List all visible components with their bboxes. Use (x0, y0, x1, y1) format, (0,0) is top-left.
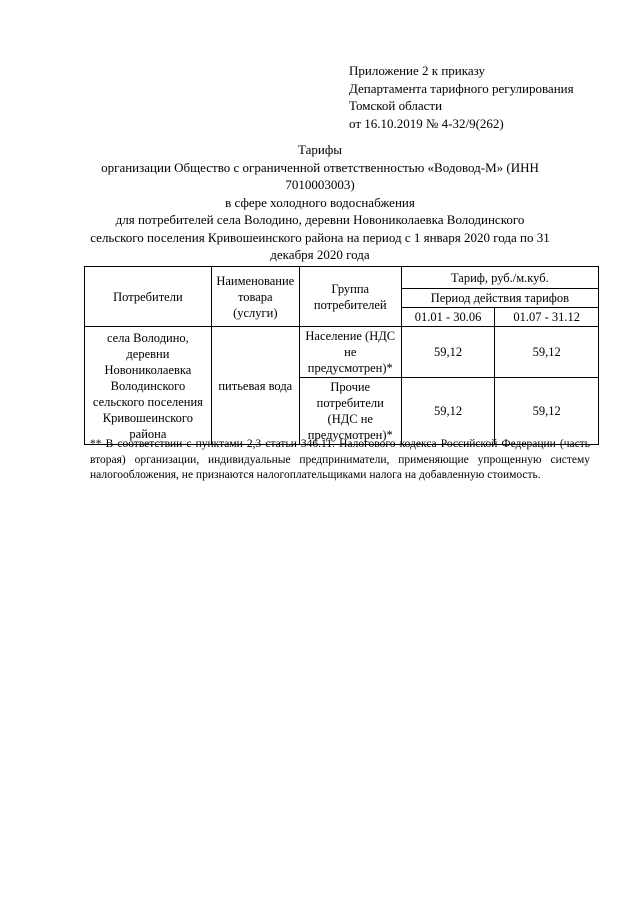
group-cell: Население (НДС не предусмотрен)* (299, 327, 401, 378)
tariff-cell: 59,12 (495, 327, 599, 378)
header-tariff: Тариф, руб./м.куб. (401, 267, 598, 289)
tariff-cell: 59,12 (495, 378, 599, 445)
organization-line: организации Общество с ограниченной ответственностью «Водовод-М» (ИНН (101, 159, 539, 175)
product-cell: питьевая вода (211, 327, 299, 445)
period-line: декабря 2020 года (270, 247, 370, 262)
tariff-cell: 59,12 (401, 327, 495, 378)
header-period-1: 01.01 - 30.06 (401, 308, 495, 327)
appendix-block (349, 62, 619, 132)
header-consumer-group: Группа потребителей (299, 267, 401, 327)
sphere-line: в сфере холодного водоснабжения (225, 194, 415, 210)
consumers-line: сельского поселения Кривошеинского района на период с 1 января 2020 года по 31 (90, 229, 550, 245)
consumers-cell: села Володино, деревни Новониколаевка Володинского сельского поселения Кривошеинского района (85, 327, 212, 445)
appendix-line: Томской области (349, 98, 443, 113)
appendix-order-date: от 16.10.2019 № 4-32/9(262) (349, 115, 504, 131)
tariff-cell: 59,12 (401, 378, 495, 445)
group-cell: Прочие потребители (НДС не предусмотрен)* (299, 378, 401, 445)
table-header-row (85, 267, 599, 289)
header-product-name: Наименование товара (услуги) (211, 267, 299, 327)
tariff-table (84, 266, 599, 445)
header-validity-period: Период действия тарифов (401, 289, 598, 308)
header-period-2: 01.07 - 31.12 (495, 308, 599, 327)
footnote: ** В соответствии с пунктами 2,3 статьи 346.11. Налогового кодекса Российской Федерации (часть вторая) организации, индивидуальные предприниматели, применяющие упрощенную систему налогообложения, не признаются налогоплательщиками налога на добавленную стоимость. (90, 438, 590, 481)
header-consumers: Потребители (85, 267, 212, 327)
document-heading (70, 141, 570, 264)
consumers-line: для потребителей села Володино, деревни Новониколаевка Володинского (115, 212, 525, 227)
appendix-line: Приложение 2 к приказу (349, 63, 486, 78)
organization-inn: 7010003003) (285, 177, 355, 192)
appendix-line: Департамента тарифного регулирования (349, 80, 574, 96)
document-title: Тарифы (297, 142, 342, 157)
table-row (85, 327, 599, 378)
